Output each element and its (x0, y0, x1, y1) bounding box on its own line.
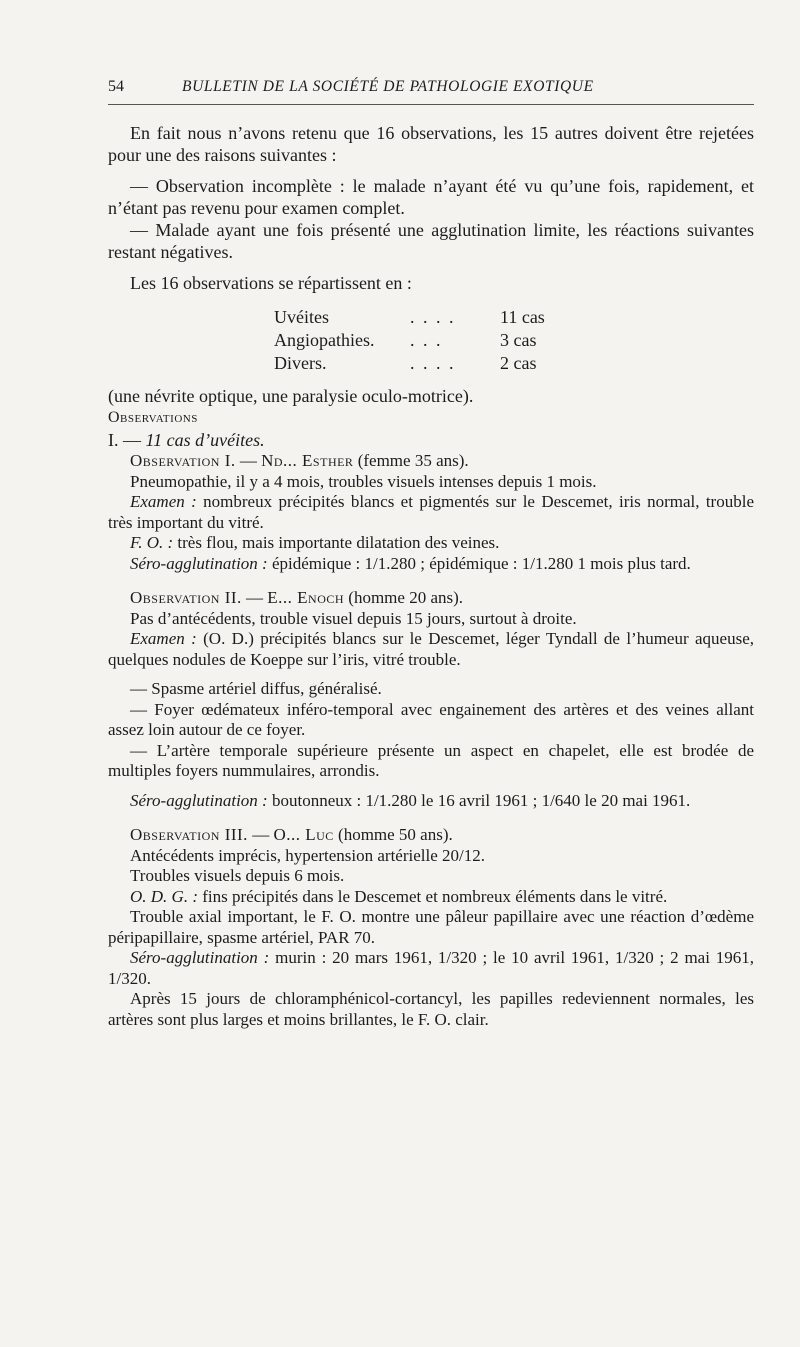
subsection-heading (108, 429, 754, 451)
paragraph: (une névrite optique, une paralysie oculo-motrice). (108, 386, 474, 406)
leader-dots: . . . . (410, 307, 456, 327)
paragraph: Pneumopathie, il y a 4 mois, troubles visuels intenses depuis 1 mois. (130, 471, 597, 491)
leader-dots: . . . (410, 330, 443, 350)
table-cell-value: 11 cas (500, 307, 545, 327)
observation-title (108, 451, 754, 472)
table-cell-value: 2 cas (500, 353, 537, 373)
observation-1 (108, 451, 754, 574)
dash: — (241, 588, 268, 607)
field-label: Séro-agglutination : (130, 553, 268, 573)
field-text: (O. D.) précipités blancs sur le Descemet, léger Tyndall de l’humeur aqueuse, quelques nodules de Koeppe sur l’iris, vitré trouble. (108, 629, 754, 669)
observation-label: Observation II. (130, 588, 242, 607)
patient-details: (homme 20 ans). (344, 588, 464, 607)
table-row (274, 352, 754, 375)
field-text: épidémique : 1/1.280 ; épidémique : 1/1.280 1 mois plus tard. (267, 553, 691, 573)
table-cell-label: Divers. (274, 353, 327, 373)
field-label: F. O. : (130, 533, 174, 552)
paragraph: — L’artère temporale supérieure présente un aspect en chapelet, elle est brodée de multiples foyers nummulaires, arrondis. (108, 740, 754, 780)
paragraph (108, 629, 754, 670)
observation-2 (108, 588, 754, 811)
paragraph (108, 492, 754, 533)
paragraph (108, 791, 754, 812)
paragraph: Les 16 observations se répartissent en : (130, 273, 412, 293)
paragraph: — Foyer œdémateux inféro-temporal avec engainement des artères et des veines allant assez loin autour de ce foyer. (108, 699, 754, 739)
table-cell-label: Angiopathies. (274, 330, 375, 350)
observation-label: Observation III. (130, 825, 248, 844)
field-label: Examen : (130, 492, 197, 511)
paragraph (108, 948, 754, 989)
subheading-title: 11 cas d’uvéites. (145, 430, 265, 450)
field-text: fins précipités dans le Descemet et nombreux éléments dans le vitré. (198, 886, 668, 906)
field-label: Examen : (130, 629, 197, 648)
paragraph: — Spasme artériel diffus, généralisé. (130, 679, 382, 698)
page-number: 54 (108, 78, 124, 95)
patient-details: (femme 35 ans). (353, 451, 469, 470)
dash: — (235, 451, 262, 470)
dash: — (247, 825, 274, 844)
section-heading: Observations (108, 409, 198, 426)
paragraph: Pas d’antécédents, trouble visuel depuis 15 jours, surtout à droite. (130, 608, 577, 628)
subheading-prefix: I. — (108, 430, 146, 450)
observation-label: Observation I. (130, 451, 236, 470)
paragraph (108, 533, 754, 554)
field-text: nombreux précipités blancs et pigmentés sur le Descemet, iris normal, trouble très important du vitré. (108, 492, 754, 532)
field-text: très flou, mais importante dilatation des veines. (173, 533, 500, 552)
patient-name: O... Luc (273, 825, 334, 844)
paragraph: Après 15 jours de chloramphénicol-cortancyl, les papilles redeviennent normales, les artères sont plus larges et moins brillantes, le F. O. clair. (108, 989, 754, 1029)
field-label: Séro-agglutination : (130, 948, 270, 967)
journal-title: BULLETIN DE LA SOCIÉTÉ DE PATHOLOGIE EXOTIQUE (182, 78, 594, 95)
field-text: boutonneux : 1/1.280 le 16 avril 1961 ; 1/640 le 20 mai 1961. (267, 790, 691, 810)
patient-details: (homme 50 ans). (333, 825, 453, 844)
paragraph: Antécédents imprécis, hypertension artérielle 20/12. (130, 845, 485, 865)
table-row (274, 306, 754, 329)
paragraph: — Observation incomplète : le malade n’ayant été vu qu’une fois, rapidement, et n’étant pas revenu pour examen complet. (108, 176, 754, 218)
paragraph (108, 554, 754, 575)
paragraph: Troubles visuels depuis 6 mois. (130, 866, 345, 885)
distribution-table (274, 306, 754, 375)
observation-title (108, 825, 754, 846)
paragraph: Trouble axial important, le F. O. montre une pâleur papillaire avec une réaction d’œdème péripapillaire, spasme artériel, PAR 70. (108, 907, 754, 947)
leader-dots: . . . . (410, 353, 456, 373)
patient-name: E... Enoch (267, 588, 345, 607)
observation-title (108, 588, 754, 609)
table-cell-label: Uvéites (274, 307, 329, 327)
patient-name: Nd... Esther (261, 451, 354, 470)
article-body (108, 122, 754, 1030)
paragraph (108, 887, 754, 908)
table-cell-value: 3 cas (500, 330, 537, 350)
table-row (274, 329, 754, 352)
observation-3 (108, 825, 754, 1030)
field-label: Séro-agglutination : (130, 790, 268, 810)
field-label: O. D. G. : (130, 886, 198, 906)
field-text: murin : 20 mars 1961, 1/320 ; le 10 avril 1961, 1/320 ; 2 mai 1961, 1/320. (108, 948, 755, 988)
paragraph: — Malade ayant une fois présenté une agglutination limite, les réactions suivantes restant négatives. (108, 220, 754, 262)
running-header (108, 78, 754, 105)
paragraph: En fait nous n’avons retenu que 16 observations, les 15 autres doivent être rejetées pour une des raisons suivantes : (108, 123, 754, 165)
